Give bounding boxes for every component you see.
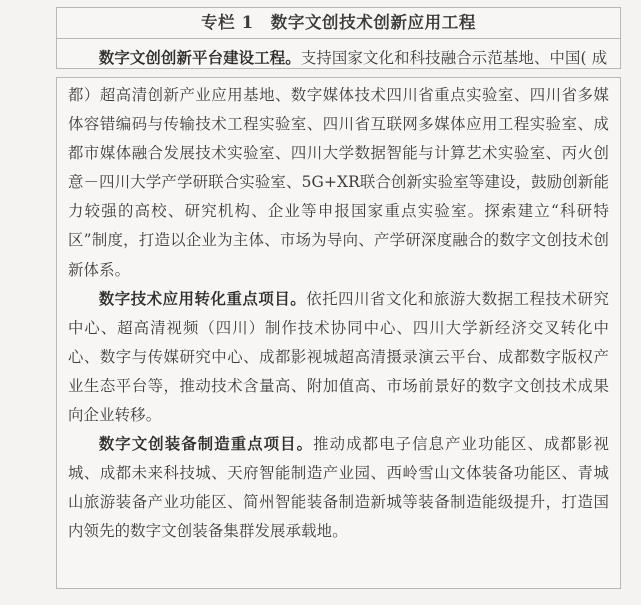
column-box-top-section — [56, 7, 621, 69]
box-header-row — [57, 8, 620, 39]
box-first-line-cell — [57, 39, 620, 73]
paragraph-text-1-opening: 支持国家文化和科技融合示范基地、中国( 成 — [300, 49, 608, 67]
first-paragraph-opening-line — [68, 43, 609, 73]
paragraph-3 — [68, 430, 609, 546]
paragraph-text-2: 依托四川省文化和旅游大数据工程技术研究中心、超高清视频（四川）制作技术协同中心、四川大学新经济交叉转化中心、数字与传媒研究中心、成都影视城超高清摄录演云平台、成都数字版权产业生态平台等，推动技术含量高、附加值高、市场前景好的数字文创技术成果向企业转移。 — [68, 289, 609, 425]
box-body-cell — [57, 78, 620, 547]
paragraph-2 — [68, 285, 609, 430]
column-box-body-section — [56, 77, 621, 589]
paragraph-lead-3: 数字文创装备制造重点项目。 — [98, 435, 314, 454]
paragraph-lead-1: 数字文创创新平台建设工程。 — [98, 49, 301, 67]
paragraph-1-continuation — [68, 81, 609, 285]
box-header-title: 专栏 1 数字文创技术创新应用工程 — [201, 12, 476, 32]
paragraph-text-3: 推动成都电子信息产业功能区、成都影视城、成都未来科技城、天府智能制造产业园、西岭雪山文体装备功能区、青城山旅游装备产业功能区、简州智能装备制造新城等装备制造能级提升，打造国内领先的数字文创装备集群发展承载地。 — [68, 435, 610, 541]
paragraph-lead-2: 数字技术应用转化重点项目。 — [98, 289, 307, 308]
paragraph-text-1: 都）超高清创新产业应用基地、数字媒体技术四川省重点实验室、四川省多媒体容错编码与传输技术工程实验室、四川省互联网多媒体应用工程实验室、成都市媒体融合发展技术实验室、四川大学数据智能与计算艺术实验室、丙火创意－四川大学产学研联合实验室、5G+XR联合创新实验室等建设，鼓励创新能力较强的高校、研究机构、企业等申报国家重点实验室。探索建立“科研特区”制度，打造以企业为主体、市场为导向、产学研深度融合的数字文创技术创新体系。 — [68, 86, 609, 279]
